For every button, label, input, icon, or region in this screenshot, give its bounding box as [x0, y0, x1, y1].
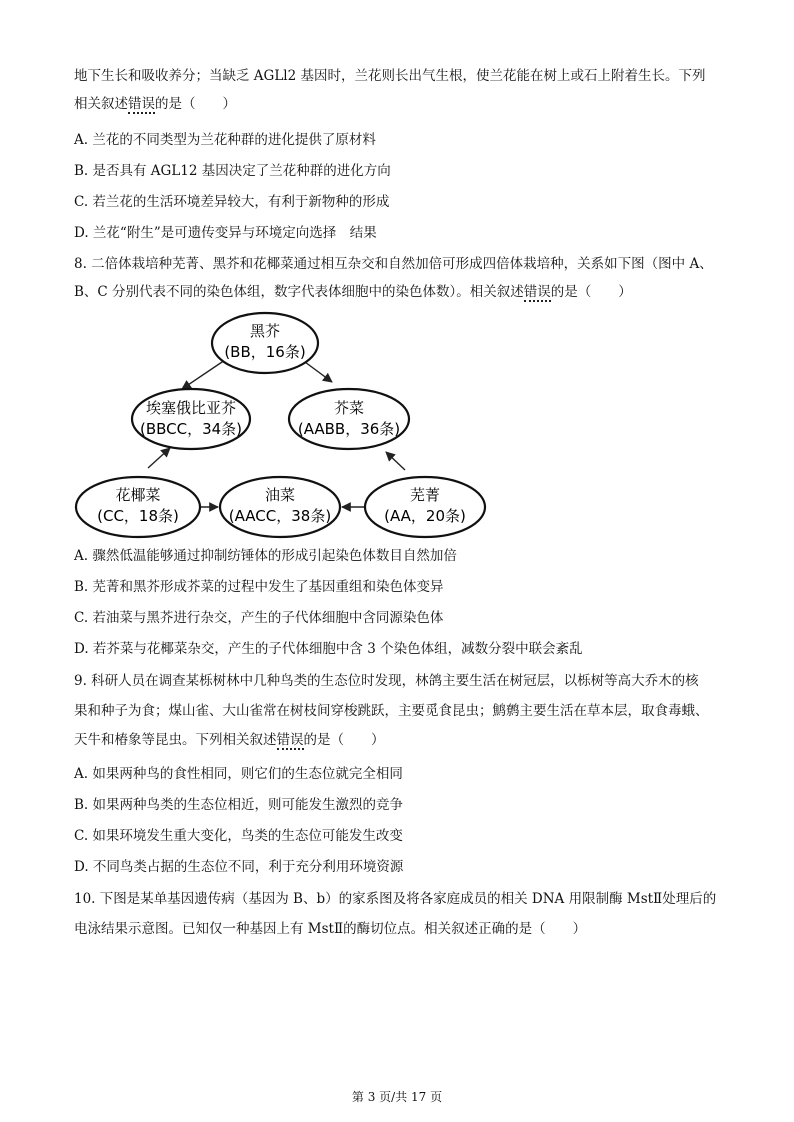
q8-stem-pre: B、C 分别代表不同的染色体组，数字代表体细胞中的染色体数）。相关叙述 — [74, 284, 524, 300]
q8-option-b: B. 芜菁和黑芥形成芥菜的过程中发生了基因重组和染色体变异 — [74, 579, 444, 595]
q7-stem-pre: 相关叙述 — [74, 96, 128, 112]
q8-stem-line2 — [74, 282, 632, 302]
q7-emphasis: 错误 — [128, 96, 155, 112]
q8-option-a: A. 骤然低温能够通过抑制纺锤体的形成引起染色体数目自然加倍 — [74, 548, 457, 564]
node-cauliflower — [76, 477, 200, 537]
q9-stem-line3 — [74, 730, 385, 750]
q9-option-c: C. 如果环境发生重大变化，鸟类的生态位可能发生改变 — [74, 828, 403, 844]
arrow-black-to-leaf — [305, 362, 332, 382]
q7-option-c: C. 若兰花的生活环境差异较大，有利于新物种的形成 — [74, 194, 390, 210]
q7-stem-line1: 地下生长和吸收养分；当缺乏 AGLl2 基因时，兰花则长出气生根，使兰花能在树上或石上附着生长。下列 — [74, 68, 706, 84]
q7-option-a: A. 兰花的不同类型为兰花种群的进化提供了原材料 — [74, 132, 376, 148]
q7-stem-post: 的是（ ） — [155, 96, 236, 112]
q9-stem-pre: 天牛和椿象等昆虫。下列相关叙述 — [74, 732, 277, 748]
q7-stem-line2 — [74, 94, 236, 114]
black-mustard-name: 黑芥 — [249, 322, 281, 340]
rapeseed-formula: (AACC，38条) — [228, 507, 332, 525]
q8-stem-line1: 8. 二倍体栽培种芜菁、黑芥和花椰菜通过相互杂交和自然加倍可形成四倍体栽培种，关系如下图（图中 A、 — [74, 256, 713, 272]
q9-option-b: B. 如果两种鸟类的生态位相近，则可能发生激烈的竞争 — [74, 797, 404, 813]
rapeseed-name: 油菜 — [264, 486, 296, 504]
leaf-mustard-name: 芥菜 — [333, 399, 365, 417]
q10-stem-line2: 电泳结果示意图。已知仅一种基因上有 MstⅡ的酶切位点。相关叙述正确的是（ ） — [74, 921, 587, 937]
turnip-name: 芜菁 — [409, 486, 441, 504]
node-rapeseed — [220, 477, 340, 537]
q8-option-d: D. 若芥菜与花椰菜杂交，产生的子代体细胞中含 3 个染色体组，减数分裂中联会紊乱 — [74, 641, 583, 657]
node-ethiopian-mustard — [132, 389, 250, 449]
turnip-formula: (AA，20条) — [384, 507, 466, 525]
q8-option-c: C. 若油菜与黑芥进行杂交，产生的子代体细胞中含同源染色体 — [74, 610, 444, 626]
ethiopian-mustard-formula: (BBCC，34条) — [139, 420, 243, 438]
cauliflower-formula: (CC，18条) — [97, 507, 179, 525]
ethiopian-mustard-name: 埃塞俄比亚芥 — [145, 399, 237, 417]
q9-stem-line2: 果和种子为食；煤山雀、大山雀常在树枝间穿梭跳跃，主要觅食昆虫；鹪鹩主要生活在草本层，取食毒蛾、 — [74, 703, 709, 719]
node-black-mustard — [212, 313, 318, 373]
page-number: 第 3 页/共 17 页 — [351, 1090, 443, 1104]
q7-option-b: B. 是否具有 AGL12 基因决定了兰花种群的进化方向 — [74, 163, 391, 179]
q7-option-d: D. 兰花“附生”是可遗传变异与环境定向选择 结果 — [74, 225, 377, 241]
q8-emphasis: 错误 — [523, 284, 551, 300]
triangle-of-u-diagram — [60, 300, 500, 550]
arrow-black-to-ethiopian — [182, 360, 225, 389]
q9-emphasis: 错误 — [276, 732, 304, 748]
arrow-cauliflower-to-ethiopian — [148, 448, 170, 468]
q9-stem-line1: 9. 科研人员在调查某栎树林中几种鸟类的生态位时发现，林鸽主要生活在树冠层，以栎树等高大乔木的核 — [74, 673, 699, 689]
node-turnip — [365, 477, 485, 537]
q10-stem-line1: 10. 下图是某单基因遗传病（基因为 B、b）的家系图及将各家庭成员的相关 DNA 用限制酶 MstⅡ处理后的 — [74, 891, 717, 907]
q8-stem-post: 的是（ ） — [550, 284, 632, 300]
q9-stem-post: 的是（ ） — [303, 732, 385, 748]
q9-option-a: A. 如果两种鸟的食性相同，则它们的生态位就完全相同 — [74, 766, 403, 782]
arrow-turnip-to-leaf — [386, 452, 405, 470]
cauliflower-name: 花椰菜 — [115, 486, 161, 504]
q9-option-d: D. 不同鸟类占据的生态位不同，利于充分利用环境资源 — [74, 859, 404, 875]
black-mustard-formula: (BB，16条) — [224, 343, 306, 361]
node-leaf-mustard — [289, 389, 409, 449]
leaf-mustard-formula: (AABB，36条) — [297, 420, 401, 438]
